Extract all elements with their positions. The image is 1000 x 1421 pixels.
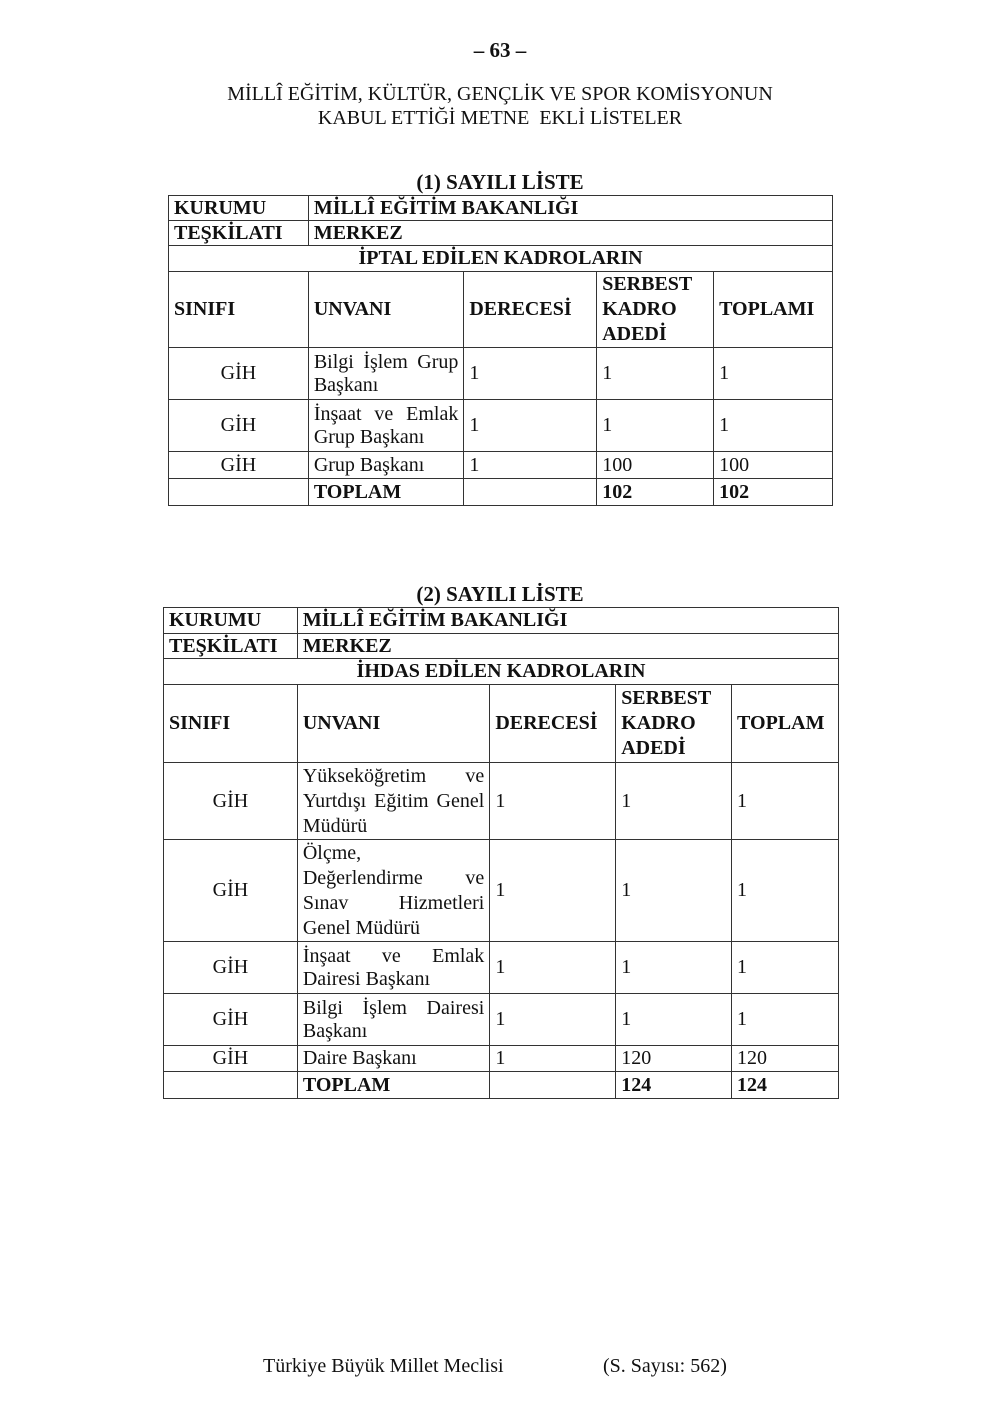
cell-unvani: Grup Başkanı bbox=[308, 452, 464, 479]
cell-toplam: 1 bbox=[732, 942, 839, 994]
cell-derecesi: 1 bbox=[490, 942, 616, 994]
cell-derecesi: 1 bbox=[490, 1046, 616, 1072]
header-serbest-kadro-adedi: SERBEST KADRO ADEDİ bbox=[616, 685, 732, 763]
header-serbest-kadro-adedi: SERBEST KADRO ADEDİ bbox=[597, 272, 714, 348]
teskilati-label: TEŞKİLATI bbox=[169, 221, 309, 246]
table-row bbox=[169, 400, 833, 452]
cell-toplam: 1 bbox=[714, 400, 833, 452]
cell-toplam: 100 bbox=[714, 452, 833, 479]
cell-derecesi: 1 bbox=[464, 452, 597, 479]
total-adet: 102 bbox=[597, 479, 714, 506]
cell-unvani: İnşaat ve Emlak Grup Başkanı bbox=[308, 400, 464, 452]
total-toplam: 124 bbox=[732, 1072, 839, 1099]
list2-total-row bbox=[164, 1072, 839, 1099]
document-title bbox=[0, 82, 1000, 130]
header-unvani: UNVANI bbox=[308, 272, 464, 348]
header-sinifi: SINIFI bbox=[169, 272, 309, 348]
table-row bbox=[164, 942, 839, 994]
header-sinifi: SINIFI bbox=[164, 685, 298, 763]
teskilati-value: MERKEZ bbox=[297, 634, 838, 659]
list1-caption: (1) SAYILI LİSTE bbox=[416, 170, 584, 194]
kurumu-value: MİLLÎ EĞİTİM BAKANLIĞI bbox=[308, 196, 832, 221]
header-derecesi: DERECESİ bbox=[490, 685, 616, 763]
teskilati-label: TEŞKİLATI bbox=[164, 634, 298, 659]
page-number: – 63 – bbox=[473, 38, 527, 62]
total-label: TOPLAM bbox=[297, 1072, 489, 1099]
cell-empty bbox=[169, 479, 309, 506]
cell-sinifi: GİH bbox=[164, 763, 298, 840]
header-toplam: TOPLAM bbox=[732, 685, 839, 763]
list2-teskilati-row bbox=[164, 634, 839, 659]
list1-header-row bbox=[169, 272, 833, 348]
list1-teskilati-row bbox=[169, 221, 833, 246]
list2-caption: (2) SAYILI LİSTE bbox=[416, 582, 584, 606]
cell-adet: 1 bbox=[616, 763, 732, 840]
header-derecesi: DERECESİ bbox=[464, 272, 597, 348]
cell-sinifi: GİH bbox=[169, 400, 309, 452]
cell-sinifi: GİH bbox=[164, 1046, 298, 1072]
header-unvani: UNVANI bbox=[297, 685, 489, 763]
cell-derecesi: 1 bbox=[464, 400, 597, 452]
section-title: İPTAL EDİLEN KADROLARIN bbox=[169, 246, 833, 272]
list1-section-row bbox=[169, 246, 833, 272]
list1-table bbox=[168, 195, 833, 506]
cell-adet: 1 bbox=[616, 840, 732, 942]
table-row bbox=[164, 763, 839, 840]
total-adet: 124 bbox=[616, 1072, 732, 1099]
cell-sinifi: GİH bbox=[169, 452, 309, 479]
list2-header-row bbox=[164, 685, 839, 763]
footer-institution: Türkiye Büyük Millet Meclisi bbox=[263, 1355, 504, 1377]
list2-table bbox=[163, 607, 839, 1099]
cell-sinifi: GİH bbox=[169, 348, 309, 400]
header-toplami: TOPLAMI bbox=[714, 272, 833, 348]
total-label: TOPLAM bbox=[308, 479, 464, 506]
title-line-1: MİLLÎ EĞİTİM, KÜLTÜR, GENÇLİK VE SPOR KOMİSYONUN bbox=[227, 83, 773, 105]
cell-unvani: Bilgi İşlem Grup Başkanı bbox=[308, 348, 464, 400]
kurumu-label: KURUMU bbox=[164, 608, 298, 634]
teskilati-value: MERKEZ bbox=[308, 221, 832, 246]
list1-kurumu-row bbox=[169, 196, 833, 221]
list2-kurumu-row bbox=[164, 608, 839, 634]
cell-sinifi: GİH bbox=[164, 942, 298, 994]
kurumu-label: KURUMU bbox=[169, 196, 309, 221]
table-row bbox=[169, 348, 833, 400]
cell-toplam: 1 bbox=[732, 763, 839, 840]
table-row bbox=[164, 994, 839, 1046]
cell-unvani: Daire Başkanı bbox=[297, 1046, 489, 1072]
cell-adet: 1 bbox=[616, 994, 732, 1046]
kurumu-value: MİLLÎ EĞİTİM BAKANLIĞI bbox=[297, 608, 838, 634]
list2-section-row bbox=[164, 659, 839, 685]
list1-total-row bbox=[169, 479, 833, 506]
table-row bbox=[164, 1046, 839, 1072]
cell-toplam: 1 bbox=[732, 994, 839, 1046]
cell-toplam: 1 bbox=[732, 840, 839, 942]
cell-derecesi: 1 bbox=[490, 994, 616, 1046]
table-row bbox=[169, 452, 833, 479]
cell-adet: 100 bbox=[597, 452, 714, 479]
cell-derecesi: 1 bbox=[464, 348, 597, 400]
cell-unvani: Yükseköğretim ve Yurtdışı Eğitim Genel Müdürü bbox=[297, 763, 489, 840]
cell-toplam: 120 bbox=[732, 1046, 839, 1072]
cell-sinifi: GİH bbox=[164, 994, 298, 1046]
cell-adet: 1 bbox=[597, 348, 714, 400]
cell-empty bbox=[490, 1072, 616, 1099]
cell-unvani: Ölçme, Değerlendirme ve Sınav Hizmetleri Genel Müdürü bbox=[297, 840, 489, 942]
cell-adet: 1 bbox=[616, 942, 732, 994]
cell-unvani: Bilgi İşlem Dairesi Başkanı bbox=[297, 994, 489, 1046]
cell-adet: 1 bbox=[597, 400, 714, 452]
cell-toplam: 1 bbox=[714, 348, 833, 400]
section-title: İHDAS EDİLEN KADROLARIN bbox=[164, 659, 839, 685]
table-row bbox=[164, 840, 839, 942]
cell-adet: 120 bbox=[616, 1046, 732, 1072]
cell-sinifi: GİH bbox=[164, 840, 298, 942]
cell-empty bbox=[164, 1072, 298, 1099]
total-toplam: 102 bbox=[714, 479, 833, 506]
cell-derecesi: 1 bbox=[490, 763, 616, 840]
cell-unvani: İnşaat ve Emlak Dairesi Başkanı bbox=[297, 942, 489, 994]
footer-sayisi: (S. Sayısı: 562) bbox=[603, 1355, 727, 1377]
cell-derecesi: 1 bbox=[490, 840, 616, 942]
cell-empty bbox=[464, 479, 597, 506]
title-line-2: KABUL ETTİĞİ METNE EKLİ LİSTELER bbox=[317, 107, 683, 129]
